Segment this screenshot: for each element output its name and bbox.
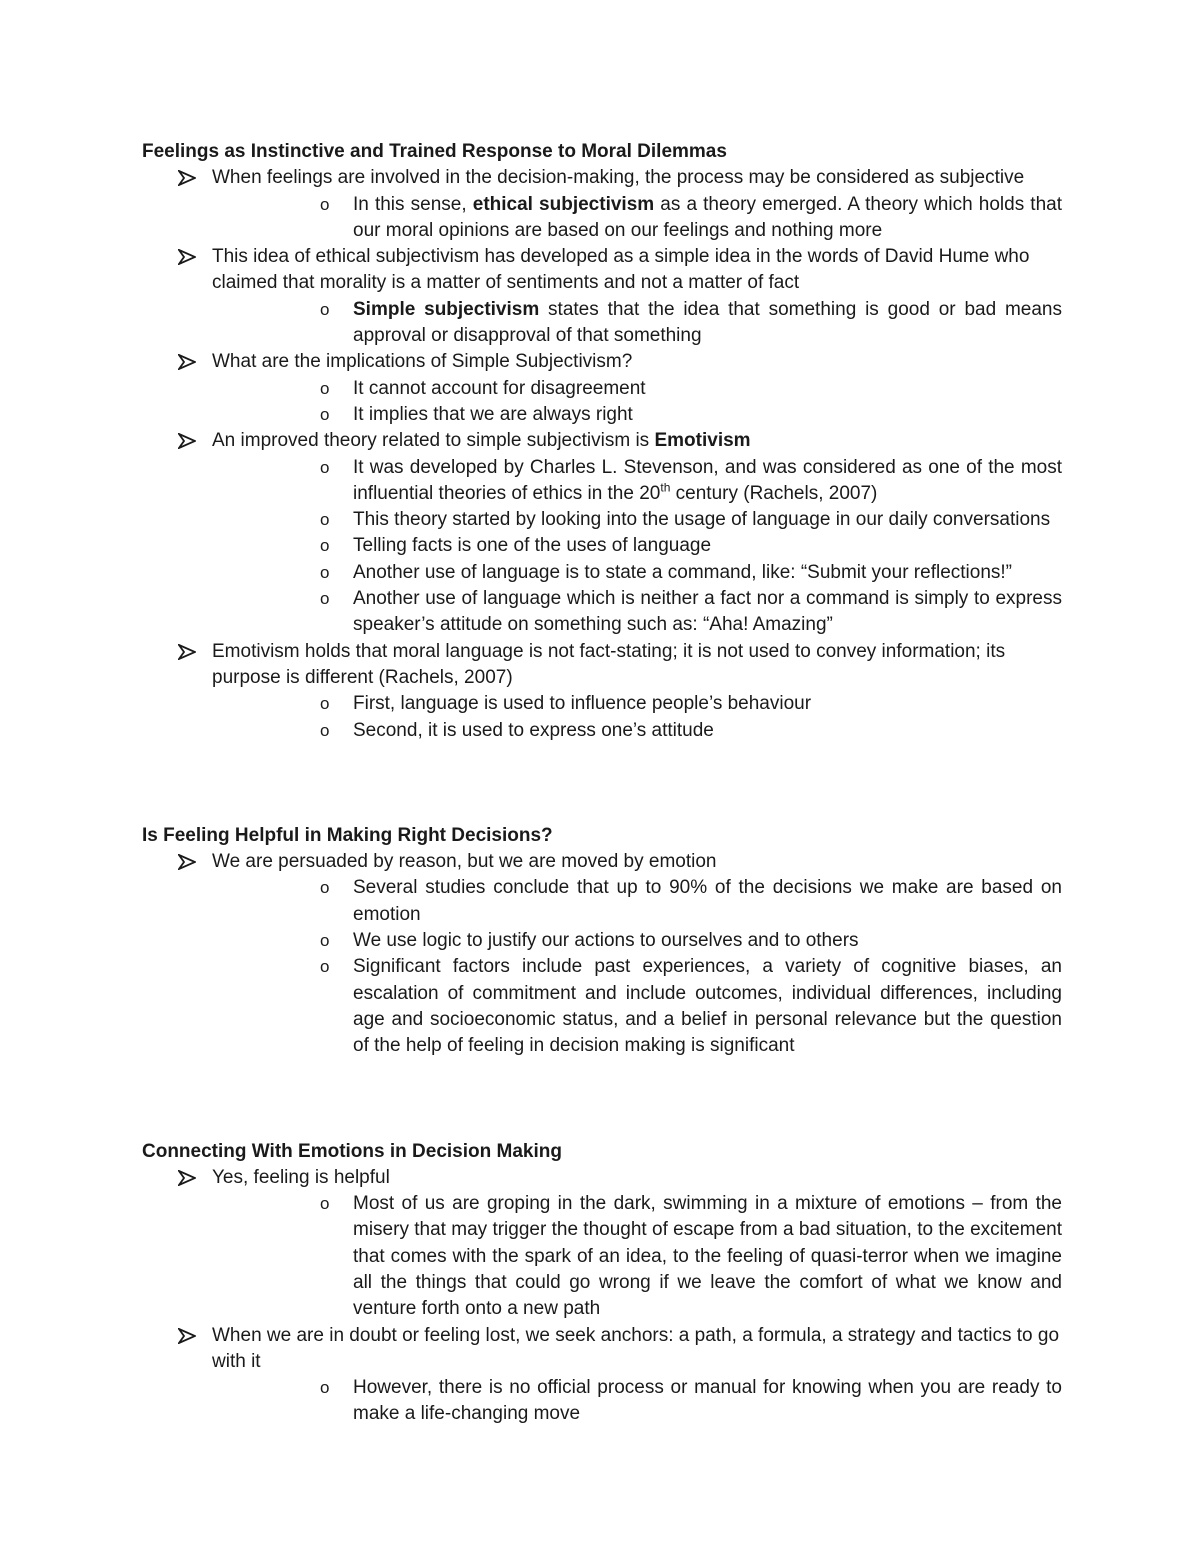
circle-bullet-icon: o [320,194,330,214]
section-gap [142,744,1062,823]
circle-bullet-icon: o [320,931,330,951]
sub-item-text: states that the idea that something is good or bad means approval or disapproval of that something [353,298,1062,347]
item-text: We are persuaded by reason, but we are moved by emotion [212,851,717,873]
sub-item-text: Telling facts is one of the uses of language [353,535,712,557]
sub-list [212,192,1062,245]
list-item [142,639,1062,744]
sub-item-text: It implies that we are always right [353,403,633,425]
sub-list [212,376,1062,429]
section-heading: Is Feeling Helpful in Making Right Decisions? [142,824,553,846]
circle-bullet-icon: o [320,1378,330,1398]
sub-list-item [282,1191,1062,1322]
circle-bullet-icon: o [320,589,330,609]
item-bold-term: Emotivism [654,430,751,452]
sub-item-text: It was developed by Charles L. Stevenson, and was considered as one of the most influential theories of ethics in the 20 [353,456,1062,504]
sub-list [212,875,1062,1059]
item-text: Emotivism holds that moral language is not fact-stating; it is not used to convey information; its purpose is different (Rachels, 2007) [212,640,1006,688]
list-item [142,349,1062,428]
sub-list-item [282,586,1062,639]
sub-list [212,297,1062,350]
bullet-list [142,1165,1062,1428]
arrow-bullet-icon [178,354,196,370]
section [142,823,1062,1060]
circle-bullet-icon: o [320,562,330,582]
sub-list-item [282,560,1062,586]
sub-item-text: century (Rachels, 2007) [670,482,878,504]
sub-item-text: In this sense, [353,193,473,215]
list-item [142,244,1062,349]
sub-list [212,1375,1062,1428]
arrow-bullet-icon [178,170,196,186]
sub-list [212,1191,1062,1322]
sub-item-text: It cannot account for disagreement [353,377,646,399]
circle-bullet-icon: o [320,299,330,319]
sub-item-text: Second, it is used to express one’s attitude [353,719,714,741]
sub-item-text: Significant factors include past experiences, a variety of cognitive biases, an escalation of commitment and include outcomes, individual differences, including age and socioeconomic status, and a belief in personal relevance but the question of the help of feeling in decision making is significant [353,956,1062,1057]
section [142,1139,1062,1428]
sub-item-text: Most of us are groping in the dark, swimming in a mixture of emotions – from the misery that may trigger the thought of escape from a bad situation, to the excitement that comes with the spark of an idea, to the feeling of quasi-terror when we imagine all the things that could go wrong if we leave the comfort of what we know and venture forth onto a new path [353,1193,1062,1320]
item-text: This idea of ethical subjectivism has developed as a simple idea in the words of David Hume who claimed that morality is a matter of sentiments and not a matter of fact [212,246,1030,294]
sub-list-item [282,297,1062,350]
sub-list-item [282,928,1062,954]
sub-list-item [282,691,1062,717]
sub-item-text: This theory started by looking into the usage of language in our daily conversations [353,509,1051,531]
item-text: Yes, feeling is helpful [212,1166,390,1188]
sub-list-item [282,533,1062,559]
item-text: What are the implications of Simple Subjectivism? [212,351,633,373]
sub-item-text: Several studies conclude that up to 90% of the decisions we make are based on emotion [353,877,1062,925]
sub-list-item [282,954,1062,1059]
item-text: When we are in doubt or feeling lost, we seek anchors: a path, a formula, a strategy and tactics to go with it [212,1324,1060,1372]
sub-list-item [282,376,1062,402]
sub-list-item [282,875,1062,928]
bullet-list [142,165,1062,744]
sub-item-text: We use logic to justify our actions to ourselves and to others [353,930,859,952]
circle-bullet-icon: o [320,1194,330,1214]
sub-list-item [282,402,1062,428]
arrow-bullet-icon [178,249,196,265]
document-page [142,139,1062,1428]
list-item [142,428,1062,638]
sub-item-text: First, language is used to influence people’s behaviour [353,693,812,715]
sub-list-item [282,1375,1062,1428]
item-text: When feelings are involved in the decision-making, the process may be considered as subjective [212,167,1025,189]
circle-bullet-icon: o [320,694,330,714]
section-heading: Connecting With Emotions in Decision Making [142,1140,562,1162]
circle-bullet-icon: o [320,878,330,898]
sub-list-item [282,192,1062,245]
circle-bullet-icon: o [320,457,330,477]
sub-item-text: as a theory emerged. A theory which holds that our moral opinions are based on our feelings and nothing more [353,193,1063,241]
section [142,139,1062,744]
circle-bullet-icon: o [320,957,330,977]
arrow-bullet-icon [178,644,196,660]
item-text: An improved theory related to simple subjectivism is [212,430,655,452]
sub-item-text: However, there is no official process or manual for knowing when you are ready to make a life-changing move [353,1377,1062,1425]
circle-bullet-icon: o [320,378,330,398]
arrow-bullet-icon [178,1170,196,1186]
arrow-bullet-icon [178,854,196,870]
sub-item-text: Another use of language is to state a command, like: “Submit your reflections!” [353,561,1012,583]
list-item [142,1323,1062,1428]
circle-bullet-icon: o [320,404,330,424]
bullet-list [142,849,1062,1059]
circle-bullet-icon: o [320,536,330,556]
list-item [142,849,1062,1059]
sub-item-bold-term: Simple subjectivism [353,298,540,320]
arrow-bullet-icon [178,433,196,449]
circle-bullet-icon: o [320,510,330,530]
sub-list [212,455,1062,639]
arrow-bullet-icon [178,1328,196,1344]
sub-list-item [282,455,1062,508]
sub-list-item [282,718,1062,744]
sub-item-text: Another use of language which is neither a fact nor a command is simply to express speaker’s attitude on something such as: “Aha! Amazing” [353,588,1062,636]
superscript: th [660,480,671,495]
sub-list [212,691,1062,744]
section-heading: Feelings as Instinctive and Trained Response to Moral Dilemmas [142,141,727,162]
circle-bullet-icon: o [320,720,330,740]
section-gap [142,1060,1062,1139]
sub-item-bold-term: ethical subjectivism [472,193,655,215]
list-item [142,1165,1062,1323]
list-item [142,165,1062,244]
sub-list-item [282,507,1062,533]
